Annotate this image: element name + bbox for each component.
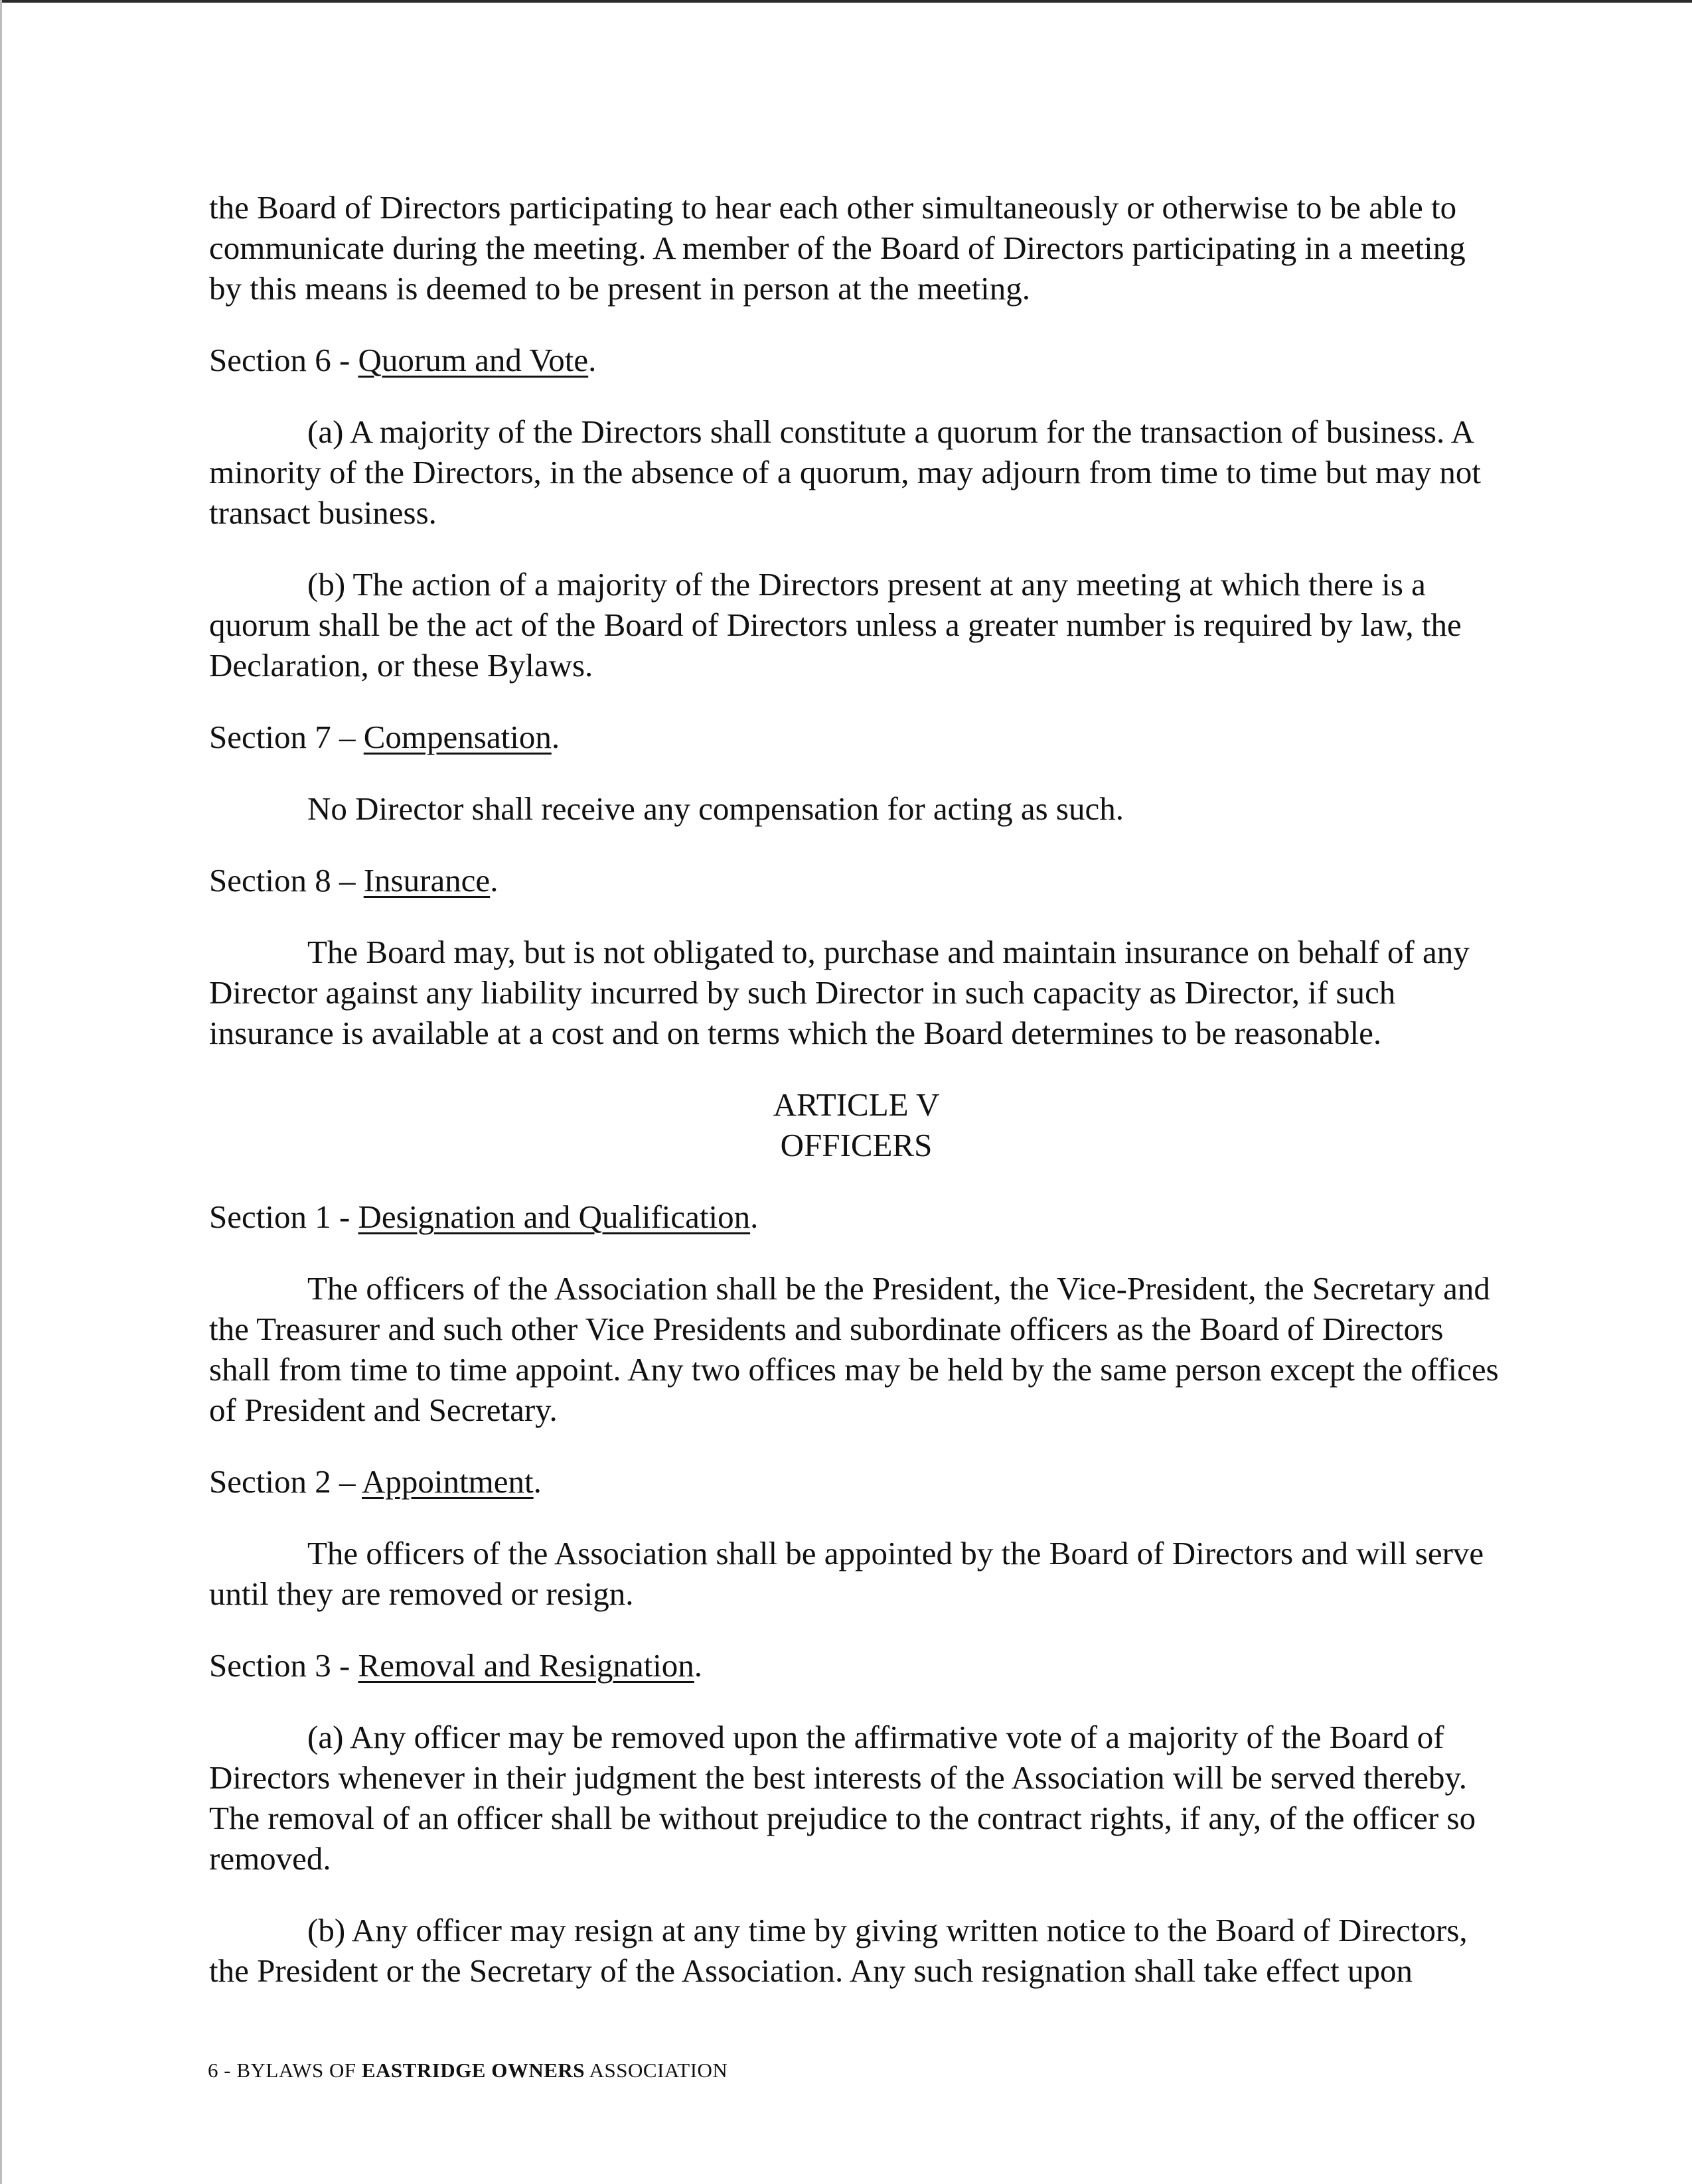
article-5-section-1-title: Designation and Qualification bbox=[358, 1199, 751, 1235]
article-number: ARTICLE V bbox=[773, 1086, 940, 1123]
article-5-section-2-title: Appointment bbox=[362, 1463, 534, 1500]
page-footer: 6 - BYLAWS OF EASTRIDGE OWNERS ASSOCIATION bbox=[208, 2059, 728, 2082]
document-page bbox=[209, 187, 1503, 1991]
section-7-title: Compensation bbox=[363, 719, 552, 755]
section-6-title: Quorum and Vote bbox=[358, 342, 589, 378]
article-5-section-3-title: Removal and Resignation bbox=[358, 1647, 694, 1684]
article-5-section-2-body: The officers of the Association shall be appointed by the Board of Directors and will serve until they are removed or resign. bbox=[209, 1535, 1484, 1612]
article-5-section-3-paragraph-a: (a) Any officer may be removed upon the affirmative vote of a majority of the Board of Directors whenever in their judgment the best interests of the Association will be served thereby. The removal of an officer shall be without prejudice to the contract rights, if any, of the officer so removed. bbox=[209, 1719, 1476, 1877]
scan-border-top bbox=[0, 0, 1692, 3]
footer-association-name: EASTRIDGE OWNERS bbox=[361, 2059, 585, 2082]
section-6-heading: Section 6 - Quorum and Vote. bbox=[209, 342, 597, 378]
section-7-heading: Section 7 – Compensation. bbox=[209, 719, 560, 755]
section-6-paragraph-b: (b) The action of a majority of the Directors present at any meeting at which there is a quorum shall be the act of the Board of Directors unless a greater number is required by law, the Declaration, or these Bylaws. bbox=[209, 566, 1462, 684]
article-name: OFFICERS bbox=[780, 1127, 933, 1163]
section-8-body: The Board may, but is not obligated to, purchase and maintain insurance on behalf of any Director against any liability incurred by such Director in such capacity as Director, if such insurance is available at a cost and on terms which the Board determines to be reasonable. bbox=[209, 934, 1470, 1051]
scan-border-left bbox=[0, 0, 2, 2184]
article-5-section-1-body: The officers of the Association shall be the President, the Vice-President, the Secretary and the Treasurer and such other Vice Presidents and subordinate officers as the Board of Directors shall from time to time appoint. Any two offices may be held by the same person except the offices of President and Secretary. bbox=[209, 1270, 1499, 1428]
section-8-title: Insurance bbox=[363, 862, 491, 899]
section-8-heading: Section 8 – Insurance. bbox=[209, 862, 499, 899]
article-5-section-3-paragraph-b: (b) Any officer may resign at any time by giving written notice to the Board of Directors, the President or the Secretary of the Association. Any such resignation shall take effect upon bbox=[209, 1912, 1468, 1989]
continuation-paragraph: the Board of Directors participating to hear each other simultaneously or otherwise to be able to communicate during the meeting. A member of the Board of Directors participating in a meeting by this means is deemed to be present in person at the meeting. bbox=[209, 189, 1466, 307]
article-5-section-1-heading: Section 1 - Designation and Qualification. bbox=[209, 1199, 759, 1235]
section-6-paragraph-a: (a) A majority of the Directors shall constitute a quorum for the transaction of business. A minority of the Directors, in the absence of a quorum, may adjourn from time to time but may not transact business. bbox=[209, 413, 1481, 531]
section-7-body: No Director shall receive any compensation for acting as such. bbox=[307, 790, 1124, 827]
article-5-section-2-heading: Section 2 – Appointment. bbox=[209, 1463, 542, 1500]
article-5-section-3-heading: Section 3 - Removal and Resignation. bbox=[209, 1647, 703, 1684]
